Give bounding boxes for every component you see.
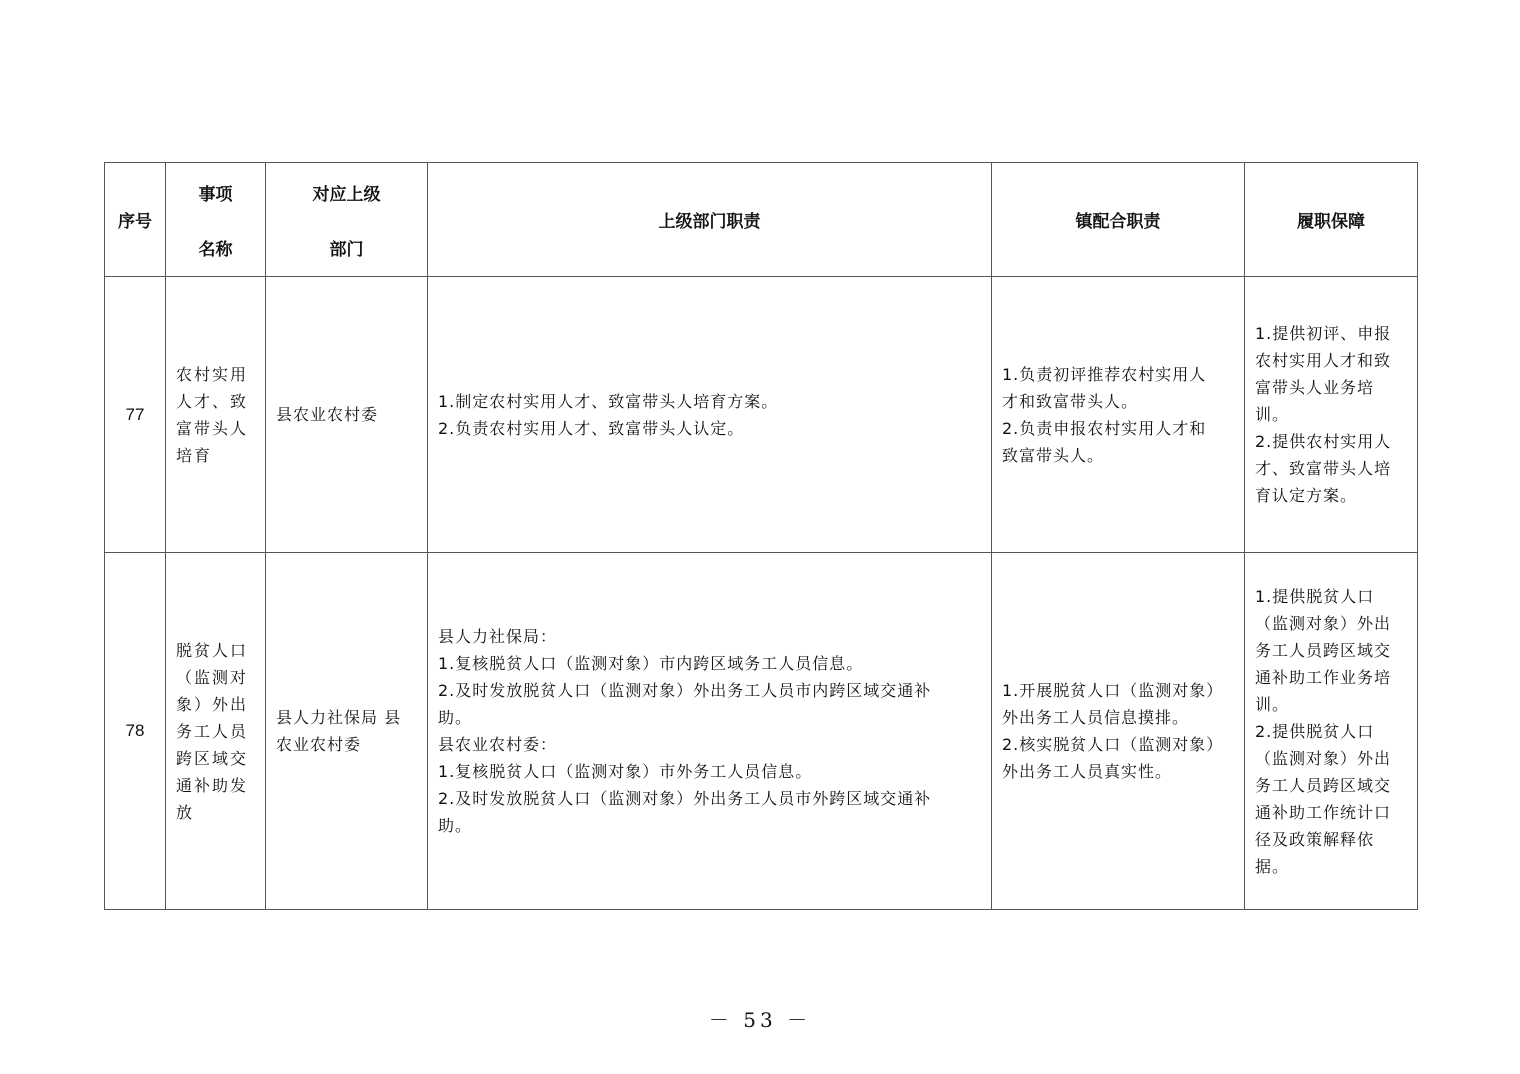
row-upper-duty: 1.制定农村实用人才、致富带头人培育方案。 2.负责农村实用人才、致富带头人认定。: [428, 277, 992, 553]
row-guarantee: 1.提供初评、申报 农村实用人才和致 富带头人业务培 训。 2.提供农村实用人 才、致富带头人培 育认定方案。: [1245, 277, 1418, 553]
header-item-name-line1: 事项: [198, 184, 233, 205]
row-upper-dept: 县人力社保局 县农业农村委: [266, 553, 428, 910]
header-item-name: [166, 163, 266, 277]
header-seq: 序号: [105, 163, 166, 277]
header-upper-dept-line1: 对应上级: [312, 184, 381, 205]
header-town-duty: 镇配合职责: [992, 163, 1245, 277]
table-row: [105, 553, 1418, 910]
row-seq: 78: [105, 553, 166, 910]
table-row: [105, 277, 1418, 553]
row-item-name: 脱贫人口 （监测对 象）外出 务工人员 跨区域交 通补助发 放: [166, 553, 266, 910]
duty-table: [104, 162, 1418, 910]
row-item-name: 农村实用 人才、致 富带头人 培育: [166, 277, 266, 553]
row-seq: 77: [105, 277, 166, 553]
header-guarantee: 履职保障: [1245, 163, 1418, 277]
page-number: － 53 －: [708, 1008, 812, 1032]
header-row: [105, 163, 1418, 277]
header-upper-dept: [266, 163, 428, 277]
row-town-duty: 1.负责初评推荐农村实用人 才和致富带头人。 2.负责申报农村实用人才和 致富带头人。: [992, 277, 1245, 553]
header-item-name-line2: 名称: [198, 239, 233, 260]
row-upper-duty: 县人力社保局： 1.复核脱贫人口（监测对象）市内跨区域务工人员信息。 2.及时发放脱贫人口（监测对象）外出务工人员市内跨区域交通补 助。 县农业农村委： 1.复核脱贫人口（监测对象）市外务工人员信息。 2.及时发放脱贫人口（监测对象）外出务工人员市外跨区域交通补 助。: [428, 553, 992, 910]
row-town-duty: 1.开展脱贫人口（监测对象） 外出务工人员信息摸排。 2.核实脱贫人口（监测对象） 外出务工人员真实性。: [992, 553, 1245, 910]
row-upper-dept: 县农业农村委: [266, 277, 428, 553]
header-upper-duty: 上级部门职责: [428, 163, 992, 277]
row-guarantee: 1.提供脱贫人口 （监测对象）外出 务工人员跨区域交 通补助工作业务培 训。 2.提供脱贫人口 （监测对象）外出 务工人员跨区域交 通补助工作统计口 径及政策解释依 据。: [1245, 553, 1418, 910]
header-upper-dept-line2: 部门: [329, 239, 364, 260]
